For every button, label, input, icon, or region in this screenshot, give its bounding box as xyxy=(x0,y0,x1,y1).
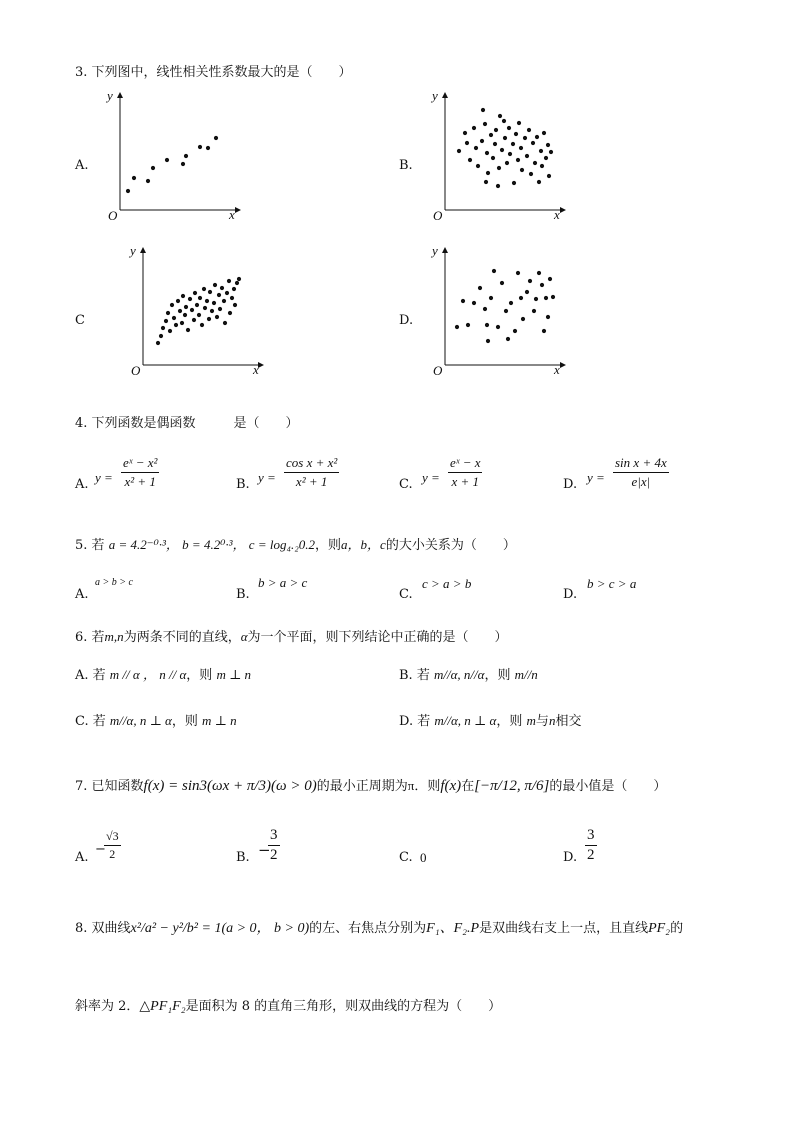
dots-c-point xyxy=(203,306,207,310)
q7-b-fraction xyxy=(268,827,280,864)
q4-d-label: D. xyxy=(563,477,578,492)
q3-b-y-label: y xyxy=(432,88,438,103)
dots-d-point xyxy=(544,296,548,300)
q6-c-sep: ，则 xyxy=(171,714,198,729)
dots-d-point xyxy=(534,297,538,301)
q7-d-num: 3 xyxy=(587,827,595,843)
q4-b-label: B. xyxy=(236,477,250,492)
q6-b-sep: ，则 xyxy=(484,668,511,683)
dots-c-point xyxy=(222,299,226,303)
dots-c-point xyxy=(235,281,239,285)
q4-b-fraction xyxy=(284,455,339,490)
q4-a-label: A. xyxy=(75,477,89,492)
dots-b-point xyxy=(500,148,504,152)
q5-stem-pre: 5. 若 xyxy=(75,538,105,553)
dots-d-point xyxy=(504,309,508,313)
q4-stem-tail: 是（ ） xyxy=(233,416,299,431)
dots-c-point xyxy=(217,293,221,297)
q4-d-num: sin x + 4x xyxy=(615,455,667,470)
dots-b-point xyxy=(485,151,489,155)
dots-b-point xyxy=(476,164,480,168)
dots-b-point xyxy=(507,126,511,130)
q7-c-value: 0 xyxy=(420,850,427,865)
q4-c-fraction xyxy=(448,455,482,490)
dots-b-point xyxy=(525,154,529,158)
dots-d-point xyxy=(472,301,476,305)
dots-c-point xyxy=(230,296,234,300)
dots-b-point xyxy=(533,161,537,165)
dots-a-point xyxy=(151,166,155,170)
dots-a-point xyxy=(181,162,185,166)
dots-b-point xyxy=(547,174,551,178)
dots-d-point xyxy=(483,307,487,311)
dots-d-point xyxy=(537,271,541,275)
q5-expr: a = 4.2⁻⁰·³， b = 4.2⁰·³， c = log₄.₂0.2 xyxy=(108,537,316,552)
q8-stem-pre: 8. 双曲线 xyxy=(75,921,131,936)
q7-b-num: 3 xyxy=(270,827,278,843)
dots-b-point xyxy=(498,114,502,118)
q5-stem-mid: ，则 xyxy=(315,538,342,553)
dots-c-point xyxy=(172,316,176,320)
q4-a-lhs: y = xyxy=(95,470,113,485)
dots-d-point xyxy=(461,299,465,303)
dots-c-point xyxy=(218,307,222,311)
q3-scatter-d xyxy=(430,243,570,378)
q3-b-origin: O xyxy=(433,208,443,223)
dots-d-point xyxy=(486,339,490,343)
dots-c-point xyxy=(186,328,190,332)
dots-b-point xyxy=(546,143,550,147)
q7-stem-pre: 7. 已知函数 xyxy=(75,779,144,794)
dots-b-point xyxy=(535,135,539,139)
dots-d-point xyxy=(521,317,525,321)
q7-fx: f(x) xyxy=(440,778,462,794)
q6-b-label: B. 若 xyxy=(399,668,430,683)
dots-c-point xyxy=(181,294,185,298)
dots-c-point xyxy=(190,308,194,312)
dots-b-point xyxy=(494,128,498,132)
q4-b-den: x² + 1 xyxy=(295,474,328,489)
dots-a-point xyxy=(184,154,188,158)
q5-c-expr: c > a > b xyxy=(422,576,472,591)
dots-b-point xyxy=(514,132,518,136)
dots-c-point xyxy=(180,321,184,325)
dots-c-point xyxy=(227,279,231,283)
dots-d-point xyxy=(546,315,550,319)
dots-c-point xyxy=(197,313,201,317)
dots-c-point xyxy=(161,326,165,330)
q8-foci: F₁、F₂.P xyxy=(426,921,480,936)
q5-c-label: C. xyxy=(399,587,413,602)
dots-d-point xyxy=(500,281,504,285)
q3-scatter-c xyxy=(128,243,268,378)
q3-d-x-label: x xyxy=(554,362,560,377)
q6-a-cond: m // α ， n // α xyxy=(109,667,187,682)
q8-stem-mid: 的左、右焦点分别为 xyxy=(309,921,427,936)
q7-a-num: √3 xyxy=(106,829,119,843)
q4-d-fraction xyxy=(613,455,669,490)
q8-triangle: △PF₁F₂ xyxy=(139,999,186,1014)
dots-d-point xyxy=(455,325,459,329)
dots-d-point xyxy=(551,295,555,299)
dots-c-point xyxy=(210,309,214,313)
q3-option-a-label: A. xyxy=(75,158,89,173)
q3-c-origin: O xyxy=(131,363,141,378)
q7-interval: [−π/12, π/6] xyxy=(474,778,550,794)
q6-stem-pre: 6. 若 xyxy=(75,630,105,645)
dots-b-point xyxy=(516,158,520,162)
q4-b-num: cos x + x² xyxy=(286,455,338,470)
dots-b-point xyxy=(486,171,490,175)
q5-b-label: B. xyxy=(236,587,250,602)
dots-b-point xyxy=(523,136,527,140)
q6-stem xyxy=(75,630,508,644)
q7-d-label: D. xyxy=(563,850,578,865)
q6-c-label: C. 若 xyxy=(75,714,106,729)
q6-option-a xyxy=(75,668,251,682)
q6-b-res: m//n xyxy=(514,667,538,682)
dots-d-point xyxy=(532,309,536,313)
dots-b-point xyxy=(520,168,524,172)
dots-d-point xyxy=(485,323,489,327)
dots-d-point xyxy=(528,279,532,283)
dots-b-point xyxy=(491,156,495,160)
dots-c-point xyxy=(166,311,170,315)
q8-line: PF₂ xyxy=(648,921,671,936)
q7-c-label: C. xyxy=(399,850,413,865)
dots-b-point xyxy=(531,141,535,145)
dots-d-point xyxy=(548,277,552,281)
q3-c-y-label: y xyxy=(130,243,136,258)
dots-d-point xyxy=(466,323,470,327)
q3-option-d-label: D. xyxy=(399,313,414,328)
dots-c-point xyxy=(193,291,197,295)
dots-a-point xyxy=(132,176,136,180)
dots-c-point xyxy=(212,301,216,305)
dots-b-point xyxy=(483,122,487,126)
dots-b-point xyxy=(529,172,533,176)
dots-d-point xyxy=(506,337,510,341)
dots-d-point xyxy=(542,329,546,333)
dots-c-point xyxy=(200,323,204,327)
q5-stem xyxy=(75,538,516,552)
q5-b-expr: b > a > c xyxy=(258,575,308,590)
dots-d-point xyxy=(478,286,482,290)
dots-b-point xyxy=(496,184,500,188)
q6-c-res: m ⊥ n xyxy=(202,713,237,728)
q6-option-c xyxy=(75,714,237,728)
dots-d-point xyxy=(516,271,520,275)
q8-stem-line1 xyxy=(75,922,683,936)
q7-func: f(x) = sin3(ωx + π/3)(ω > 0) xyxy=(143,778,317,794)
q3-scatter-b xyxy=(430,88,570,223)
q4-c-num: eˣ − x xyxy=(450,455,481,470)
dots-b-point xyxy=(503,136,507,140)
q6-option-d xyxy=(399,714,581,728)
q4-stem-text: 4. 下列函数是偶函数 xyxy=(75,416,196,431)
q4-a-num: eˣ − x² xyxy=(123,455,158,470)
dots-b-point xyxy=(457,149,461,153)
dots-a-point xyxy=(214,136,218,140)
dots-a-point xyxy=(146,179,150,183)
dots-b-point xyxy=(502,119,506,123)
dots-b-point xyxy=(544,156,548,160)
q7-a-fraction xyxy=(104,829,121,862)
dots-c-point xyxy=(198,296,202,300)
q7-stem-mid: 的最小正周期为 xyxy=(316,779,408,794)
dots-c-point xyxy=(208,290,212,294)
q7-b-den: 2 xyxy=(270,847,278,863)
q7-b-label: B. xyxy=(236,850,250,865)
dots-b-point xyxy=(508,152,512,156)
q4-d-den: e|x| xyxy=(631,474,651,489)
dots-c-point xyxy=(183,313,187,317)
dots-b-point xyxy=(542,131,546,135)
dots-b-point xyxy=(493,142,497,146)
dots-c-point xyxy=(156,341,160,345)
q7-b-sign: − xyxy=(258,841,271,859)
dots-b-point xyxy=(540,164,544,168)
q4-stem xyxy=(75,417,299,430)
q7-period: π xyxy=(407,778,415,793)
dots-c-point xyxy=(159,334,163,338)
q3-b-x-label: x xyxy=(554,207,560,222)
q6-alpha: α xyxy=(240,629,248,644)
dots-c-point xyxy=(164,319,168,323)
dots-c-point xyxy=(184,305,188,309)
dots-c-point xyxy=(223,321,227,325)
dots-c-point xyxy=(192,318,196,322)
q3-a-x-label: x xyxy=(229,207,235,222)
dots-c-point xyxy=(170,303,174,307)
q6-d-cond: m//α, n ⊥ α xyxy=(434,713,497,728)
q3-d-origin: O xyxy=(433,363,443,378)
q8-line2-pre: 斜率为 2． xyxy=(75,999,140,1014)
q3-scatter-a xyxy=(105,88,245,223)
dots-b-point xyxy=(549,150,553,154)
q3-a-y-label: y xyxy=(107,88,113,103)
dots-c-point xyxy=(176,299,180,303)
dots-a-point xyxy=(198,145,202,149)
q5-a-label: A. xyxy=(75,587,89,602)
dots-c-point xyxy=(237,277,241,281)
q7-d-fraction xyxy=(585,827,597,864)
q4-b-lhs: y = xyxy=(258,470,276,485)
dots-b-point xyxy=(519,146,523,150)
q5-a-expr: a > b > c xyxy=(95,577,133,588)
q6-c-cond: m//α, n ⊥ α xyxy=(109,713,172,728)
dots-c-point xyxy=(233,303,237,307)
q3-stem: 3. 下列图中，线性相关性系数最大的是（ ） xyxy=(75,65,352,80)
dots-b-point xyxy=(465,141,469,145)
q6-d-sep: ，则 xyxy=(496,714,523,729)
dots-b-point xyxy=(539,149,543,153)
dots-b-point xyxy=(468,158,472,162)
q6-stem-post: 为一个平面，则下列结论中正确的是（ ） xyxy=(247,630,508,645)
dots-c-point xyxy=(207,317,211,321)
dots-d-point xyxy=(525,290,529,294)
q4-d-lhs: y = xyxy=(587,470,605,485)
q5-stem-post: 的大小关系为（ ） xyxy=(385,538,516,553)
q8-stem-line2 xyxy=(75,1000,501,1014)
q7-stem-mid2: ．则 xyxy=(414,779,441,794)
dots-c-point xyxy=(174,323,178,327)
q4-c-den: x + 1 xyxy=(451,474,480,489)
dots-b-point xyxy=(489,133,493,137)
q6-a-label: A. 若 xyxy=(75,668,106,683)
q4-a-den: x² + 1 xyxy=(124,474,156,489)
dots-a-point xyxy=(126,189,130,193)
dots-b-point xyxy=(484,180,488,184)
q6-mn: m,n xyxy=(104,629,124,644)
dots-c-point xyxy=(220,286,224,290)
dots-c-point xyxy=(213,283,217,287)
dots-c-point xyxy=(202,287,206,291)
q7-d-den: 2 xyxy=(587,847,595,863)
q8-stem-mid2: 是双曲线右支上一点，且直线 xyxy=(479,921,649,936)
q7-stem-post: 的最小值是（ ） xyxy=(549,779,667,794)
dots-b-point xyxy=(537,180,541,184)
q4-c-lhs: y = xyxy=(422,470,440,485)
q7-a-den: 2 xyxy=(109,847,116,861)
q8-line2-post: 是面积为 8 的直角三角形，则双曲线的方程为（ ） xyxy=(185,999,502,1014)
q5-d-label: D. xyxy=(563,587,578,602)
q4-a-fraction xyxy=(121,455,159,490)
q7-a-label: A. xyxy=(75,850,89,865)
q7-a-sign: − xyxy=(95,842,106,857)
dots-b-point xyxy=(512,181,516,185)
dots-b-point xyxy=(474,146,478,150)
q6-b-cond: m//α, n//α xyxy=(433,667,485,682)
q7-in: 在 xyxy=(461,779,475,794)
q6-option-b xyxy=(399,668,538,682)
q3-c-x-label: x xyxy=(253,362,259,377)
q8-stem-end: 的 xyxy=(670,921,684,936)
dots-d-point xyxy=(513,329,517,333)
dots-b-point xyxy=(497,166,501,170)
q4-c-label: C. xyxy=(399,477,413,492)
q3-a-origin: O xyxy=(108,208,118,223)
q8-equation: x²/a² − y²/b² = 1(a > 0， b > 0) xyxy=(130,921,310,936)
dots-d-point xyxy=(489,296,493,300)
dots-c-point xyxy=(205,299,209,303)
q3-d-y-label: y xyxy=(432,243,438,258)
q6-a-sep: ，则 xyxy=(186,668,213,683)
dots-b-point xyxy=(505,161,509,165)
dots-b-point xyxy=(481,108,485,112)
dots-a-point xyxy=(206,146,210,150)
dots-d-point xyxy=(540,283,544,287)
q6-stem-mid: 为两条不同的直线， xyxy=(123,630,241,645)
q6-d-tail: 相交 xyxy=(555,714,582,729)
dots-c-point xyxy=(228,311,232,315)
dots-c-point xyxy=(168,329,172,333)
dots-d-point xyxy=(509,301,513,305)
dots-c-point xyxy=(232,287,236,291)
dots-b-point xyxy=(517,121,521,125)
dots-c-point xyxy=(188,297,192,301)
q3-option-b-label: B. xyxy=(399,158,413,173)
dots-c-point xyxy=(195,303,199,307)
q6-d-res-m: m xyxy=(526,713,536,728)
q5-vars: a，b，c xyxy=(341,537,386,552)
q6-d-with: 与 xyxy=(535,714,549,729)
dots-b-point xyxy=(527,128,531,132)
q3-option-c-label: C xyxy=(75,313,85,328)
dots-b-point xyxy=(463,131,467,135)
dots-d-point xyxy=(496,325,500,329)
q6-a-res: m ⊥ n xyxy=(216,667,252,682)
dots-c-point xyxy=(215,315,219,319)
q6-d-res-n: n xyxy=(548,713,556,728)
dots-c-point xyxy=(178,309,182,313)
dots-d-point xyxy=(519,296,523,300)
dots-b-point xyxy=(511,142,515,146)
q7-stem xyxy=(75,779,666,794)
q5-d-expr: b > c > a xyxy=(587,576,637,591)
dots-d-point xyxy=(492,269,496,273)
dots-c-point xyxy=(225,291,229,295)
dots-a-point xyxy=(165,158,169,162)
dots-b-point xyxy=(480,139,484,143)
dots-b-point xyxy=(472,126,476,130)
q6-d-label: D. 若 xyxy=(399,714,431,729)
